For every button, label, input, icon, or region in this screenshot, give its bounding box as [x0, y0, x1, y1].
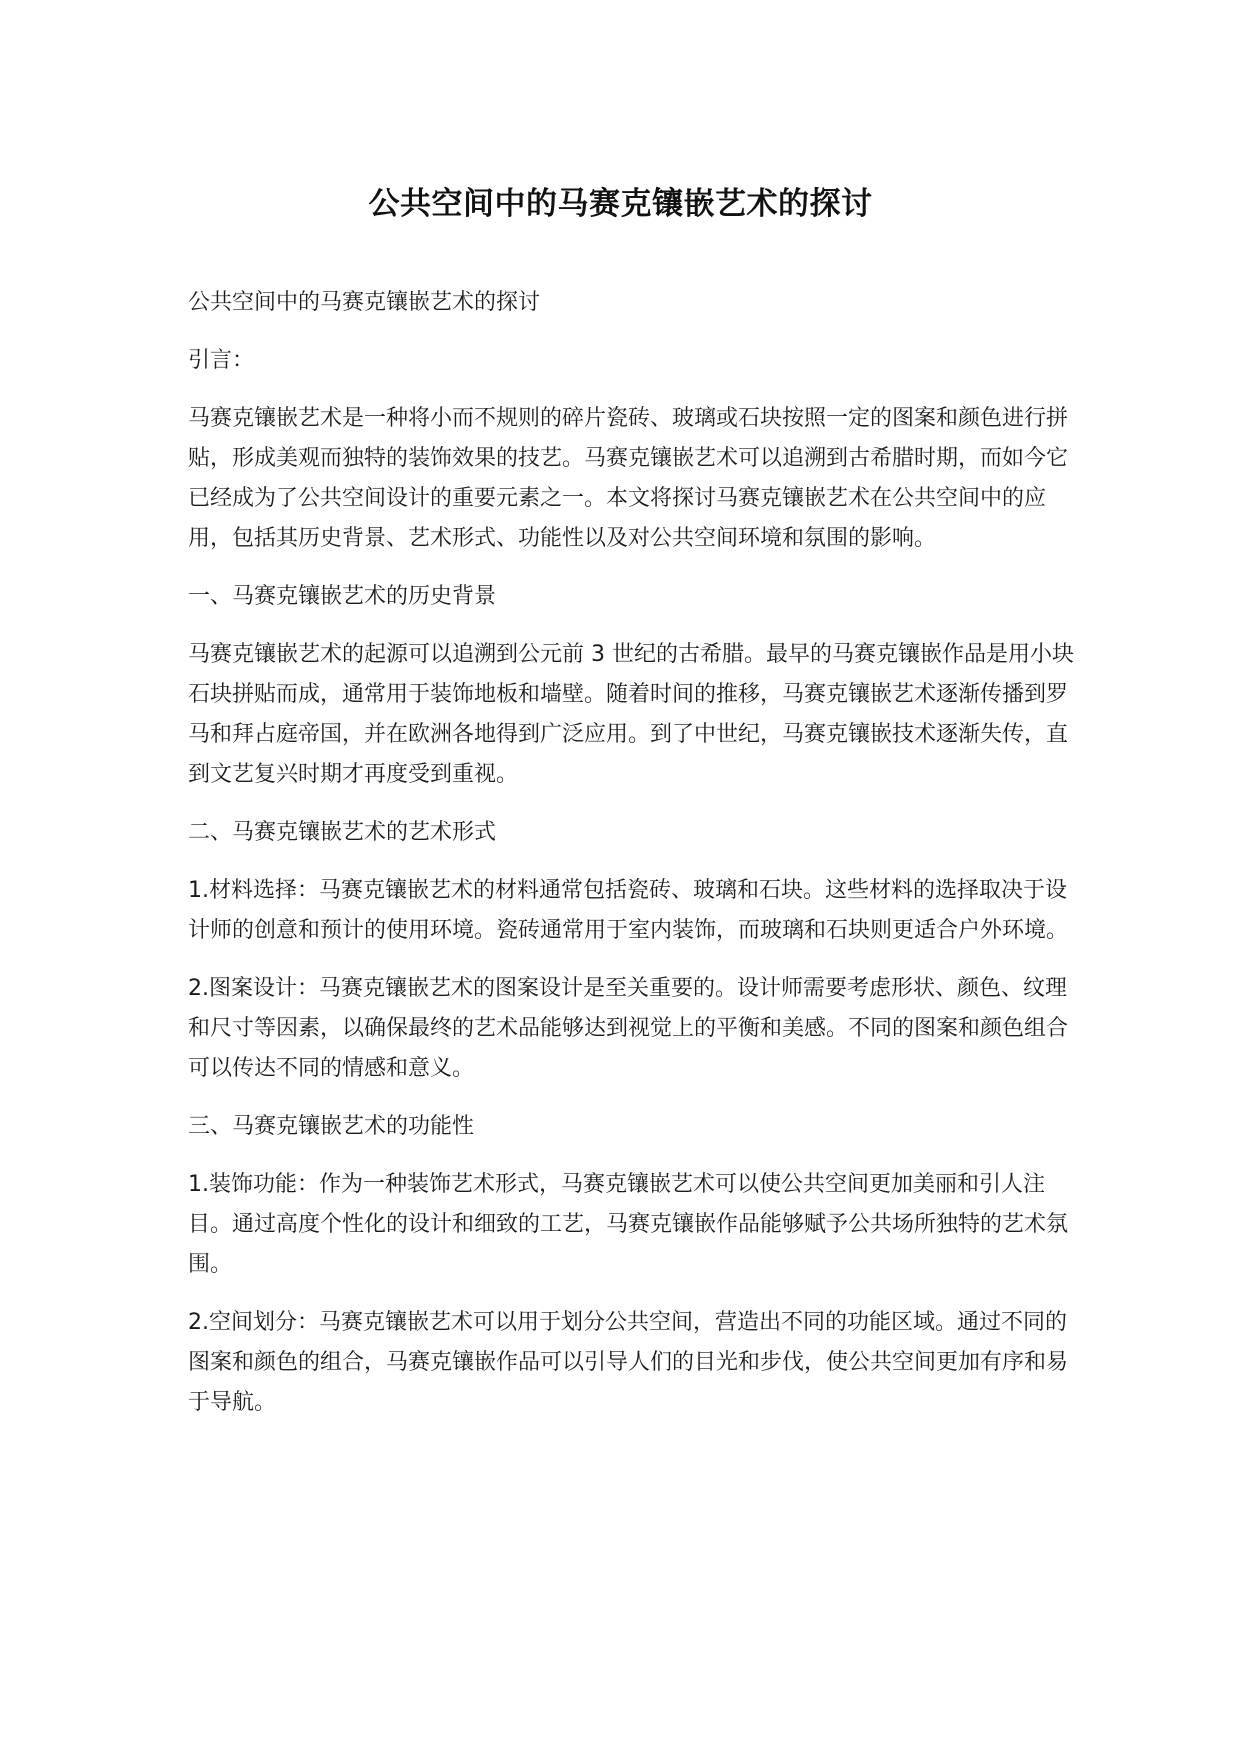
space-division-paragraph: 2.空间划分：马赛克镶嵌艺术可以用于划分公共空间，营造出不同的功能区域。通过不同的图案和颜色的组合，马赛克镶嵌作品可以引导人们的目光和步伐，使公共空间更加有序和易于导航。: [188, 1310, 1069, 1415]
intro-heading: 引言：: [188, 348, 255, 373]
document-body: [188, 283, 1078, 1441]
section-heading-art-form: 二、马赛克镶嵌艺术的艺术形式: [188, 820, 497, 845]
subtitle-paragraph: 公共空间中的马赛克镶嵌艺术的探讨: [188, 290, 541, 315]
material-paragraph: 1.材料选择：马赛克镶嵌艺术的材料通常包括瓷砖、玻璃和石块。这些材料的选择取决于设计师的创意和预计的使用环境。瓷砖通常用于室内装饰，而玻璃和石块则更适合户外环境。: [188, 878, 1069, 943]
pattern-paragraph: 2.图案设计：马赛克镶嵌艺术的图案设计是至关重要的。设计师需要考虑形状、颜色、纹理和尺寸等因素，以确保最终的艺术品能够达到视觉上的平衡和美感。不同的图案和颜色组合可以传达不同的情感和意义。: [188, 976, 1069, 1081]
document-title: 公共空间中的马赛克镶嵌艺术的探讨: [368, 186, 873, 222]
history-paragraph: 马赛克镶嵌艺术的起源可以追溯到公元前 3 世纪的古希腊。最早的马赛克镶嵌作品是用小块石块拼贴而成，通常用于装饰地板和墙壁。随着时间的推移，马赛克镶嵌艺术逐渐传播到罗马和拜占庭帝国，并在欧洲各地得到广泛应用。到了中世纪，马赛克镶嵌技术逐渐失传，直到文艺复兴时期才再度受到重视。: [188, 642, 1074, 787]
section-heading-history: 一、马赛克镶嵌艺术的历史背景: [188, 584, 497, 609]
section-heading-function: 三、马赛克镶嵌艺术的功能性: [188, 1114, 475, 1139]
intro-paragraph: 马赛克镶嵌艺术是一种将小而不规则的碎片瓷砖、玻璃或石块按照一定的图案和颜色进行拼贴，形成美观而独特的装饰效果的技艺。马赛克镶嵌艺术可以追溯到古希腊时期，而如今它已经成为了公共空间设计的重要元素之一。本文将探讨马赛克镶嵌艺术在公共空间中的应用，包括其历史背景、艺术形式、功能性以及对公共空间环境和氛围的影响。: [188, 406, 1069, 551]
decoration-paragraph: 1.装饰功能：作为一种装饰艺术形式，马赛克镶嵌艺术可以使公共空间更加美丽和引人注目。通过高度个性化的设计和细致的工艺，马赛克镶嵌作品能够赋予公共场所独特的艺术氛围。: [188, 1172, 1069, 1277]
